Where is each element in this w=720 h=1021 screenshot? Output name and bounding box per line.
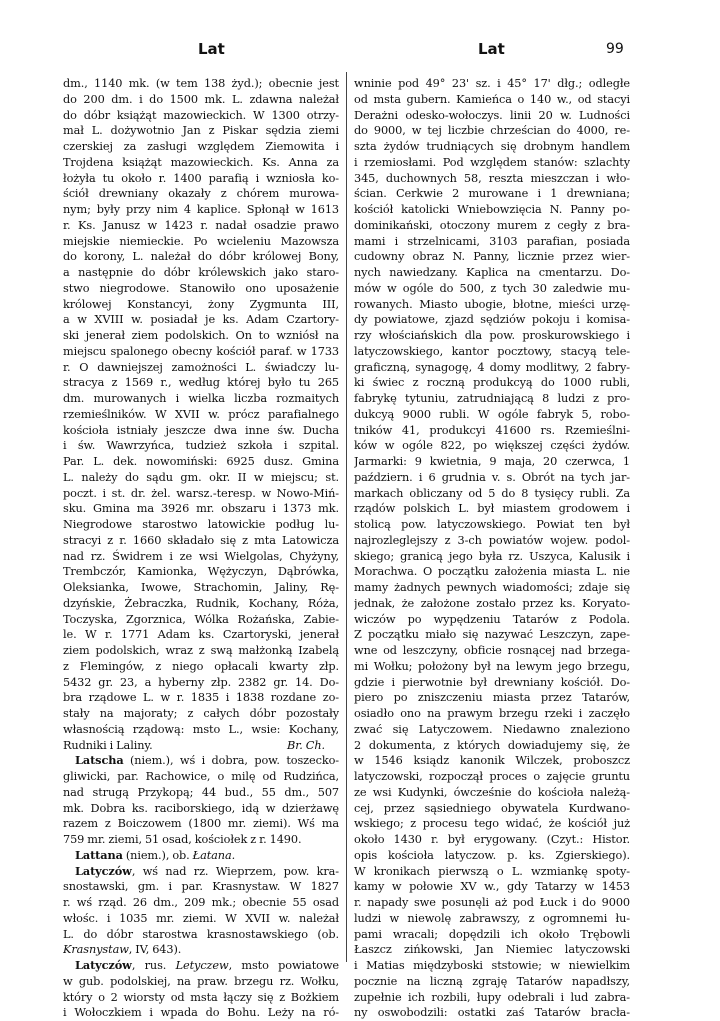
body-line: dominikański, otoczony murem z cegły z bra- (354, 218, 630, 232)
body-line: ki świec z roczną produkcyą do 1000 rubli, (354, 376, 630, 390)
body-line: ski jenerał ziem podolskich. On to wzniósł na (63, 329, 339, 342)
body-line: pami wracali; dopędzili ich około Trębowli (354, 927, 630, 941)
body-line: dukcyą 9000 rubli. W ogóle fabryk 5, robo- (354, 407, 630, 421)
entry-line: mk. Dobra ks. raciborskiego, idą w dzierżawę (63, 801, 339, 815)
entry-line: w gub. podolskiej, na praw. brzegu rz. Wołku, (63, 974, 339, 988)
author-signature: Br. Ch. (287, 738, 325, 752)
body-line: piero po zniszczeniu miasta przez Tatarów, (354, 691, 630, 705)
body-line: stwo niegrodowe. Stanowiło ono uposażenie (63, 281, 339, 295)
body-line: rowanych. Miasto ubogie, błotne, mieści urzę- (354, 297, 630, 311)
entry-line: Latyczów, rus. Letyczew, msto powiatowe (75, 958, 339, 972)
body-line: październ. i 6 grudnia v. s. Obrót na tych jar- (354, 470, 630, 484)
body-line: Łaszcz zińkowski, Jan Niemiec latyczowski (354, 943, 630, 957)
body-line: latyczowskiego, kantor pocztowy, stacyą tele- (354, 344, 630, 358)
cross-reference: Krasnystaw (63, 943, 129, 957)
body-line: w 1546 ksiądz kanonik Wilczek, proboszcz (354, 754, 630, 768)
body-line: miejskie niemieckie. Po wcieleniu Mazowsza (63, 234, 339, 248)
body-line: najrozleglejszy z 3-ch powiatów wojew. podol- (354, 533, 630, 547)
body-line: tników 41, produkcyi 41600 rs. Rzemieślni- (354, 423, 630, 437)
body-line: r. napady swe posunęli aż pod Łuck i do 9000 (354, 896, 630, 909)
body-line: wninie pod 49° 23' sz. i 45° 17' dłg.; odległe (354, 77, 630, 90)
entry-line: L. do dóbr starostwa krasnostawskiego (ob. (63, 927, 339, 941)
entry-line: i Wołoczkiem i wpada do Bohu. Leży na ró- (63, 1006, 339, 1020)
body-line: wiczów po wypędzeniu Tatarów z Podola. (354, 612, 630, 626)
entry-line: Krasnystaw, IV, 643). (63, 943, 182, 957)
body-line: dzyńskie, Żebraczka, Rudnik, Kochany, Róża, (63, 596, 339, 610)
body-line: własnością rządową: msto L., wsie: Kochany, (63, 722, 339, 736)
body-line: rzy włościańskich dla pow. proskurowskiego i (354, 329, 630, 342)
body-line: fabrykę tytuniu, zatrudniającą 8 ludzi z pro- (354, 392, 630, 405)
body-line: z Flemingów, z niego opłacali kwarty złp. (63, 659, 339, 673)
body-line: mamy żadnych pewnych wiadomości; zdaje się (354, 581, 630, 594)
body-line: Trembczór, Kamionka, Wężyczyn, Dąbrówka, (63, 565, 339, 579)
body-line: bra rządowe L. w r. 1835 i 1838 rozdane zo- (63, 691, 339, 705)
body-line: królowej Konstancyi, żony Zygmunta III, (63, 297, 339, 311)
body-line: Par. L. dek. nowomiński: 6925 dusz. Gmina (63, 455, 339, 468)
body-line: ków w ogóle 822, po większej części żydów. (354, 439, 630, 453)
body-line: pocznie na liczną zgraję Tatarów napadłszy, (354, 974, 630, 988)
body-line: od msta gubern. Kamieńca o 140 w., od stacyi (354, 92, 630, 106)
body-line: skiego; granicą jego była rz. Uszyca, Kalusik i (354, 549, 630, 563)
body-line: jednak, że założone zostało przez ks. Koryato- (354, 596, 630, 610)
body-line: cej, przez sąsiedniego obywatela Kurdwano- (354, 801, 630, 815)
entry-line: 759 mr. ziemi, 51 osad, kościołek z r. 1490. (63, 833, 302, 846)
right-column (354, 76, 630, 1021)
body-line: czerskiej za zasługi względem Ziemowita i (63, 140, 339, 153)
body-line: nym; były przy nim 4 kaplice. Spłonął w 1613 (63, 203, 339, 216)
body-line: wskiego; z procesu tego widać, że kościół już (354, 817, 630, 831)
body-line: L. należy do sądu gm. okr. II w miejscu; st. (63, 470, 339, 484)
page-number: 99 (606, 41, 624, 57)
body-line: ziem podolskich, wraz z swą małżonką Izabelą (63, 644, 339, 657)
body-line: Z początku miało się nazywać Leszczyn, zape- (354, 628, 630, 642)
entry-line: snostawski, gm. i par. Krasnystaw. W 1827 (63, 880, 339, 894)
body-line: a następnie do dóbr królewskich jako staro- (63, 266, 339, 279)
entry-headword: Latscha (75, 753, 124, 768)
body-line: ze wsi Kudynki, ówcześnie do kościoła należą- (354, 785, 630, 799)
body-line: Toczyska, Zgorznica, Wólka Rożańska, Zabie- (63, 612, 339, 626)
entry-headword: Latyczów (75, 958, 132, 972)
body-line: dy powiatowe, zjazd sędziów pokoju i komisa- (354, 313, 630, 327)
entry-line: nad strugą Przykopą; 44 bud., 55 dm., 507 (63, 785, 339, 799)
body-line: zupełnie ich rozbili, łupy odebrali i lud zabra- (354, 990, 630, 1004)
body-line: miejscu spalonego obecny kościół paraf. w 1733 (63, 344, 339, 358)
body-line: rządów polskich L. był miastem grodowem i (354, 502, 630, 516)
left-column (63, 76, 339, 1021)
body-line: wne od leszczyny, obficie rosnącej nad brzega- (354, 644, 630, 657)
body-line: 345, duchownych 58, reszta mieszczan i wło- (354, 171, 630, 185)
body-line: gdzie i pierwotnie był drewniany kościół. Do- (354, 675, 630, 689)
body-line: Morachwa. O początku założenia miasta L. nie (354, 565, 630, 579)
running-head-left: Lat (198, 40, 225, 58)
body-line: 5432 gr. 23, a hyberny złp. 2382 gr. 14. Do- (63, 675, 339, 689)
body-line: i rzemiosłami. Pod względem stanów: szlachty (354, 155, 630, 169)
russian-name: Letyczew (175, 959, 229, 972)
body-line: osiadło ono na prawym brzegu rzeki i zaczęło (354, 707, 630, 720)
column-divider (346, 72, 347, 962)
entry-line: Latyczów, wś nad rz. Wieprzem, pow. kra- (75, 863, 339, 878)
body-line: do dóbr książąt mazowieckich. W 1300 otrzy- (63, 108, 339, 122)
body-line: około 1430 r. był erygowany. (Czyt.: Histor. (354, 833, 630, 846)
entry-line: gliwicki, par. Rachowice, o milę od Rudzińca, (63, 770, 339, 783)
body-line: mów w ogóle do 500, z tych 30 zaledwie mu- (354, 281, 630, 295)
body-line: mał L. dożywotnio Jan z Piskar sędzia ziemi (63, 124, 339, 138)
body-line: Oleksianka, Iwowe, Strachomin, Jaliny, Rę- (63, 581, 339, 594)
body-line: mi Wołku; położony był na lewym jego brzegu, (354, 659, 630, 673)
body-line: stracyi z r. 1660 składało się z mta Latowicza (63, 533, 339, 547)
entry-line: Latscha (niem.), wś i dobra, pow. toszecko- (75, 753, 339, 768)
running-head-right: Lat (478, 40, 505, 58)
body-line: sku. Gmina ma 3926 mr. obszaru i 1373 mk. (63, 502, 339, 516)
body-line: do 9000, w tej liczbie chrześcian do 4000, re- (354, 124, 630, 138)
body-line: ny oswobodzili: ostatki zaś Tatarów bracła- (354, 1006, 630, 1020)
body-line: dm., 1140 mk. (w tem 138 żyd.); obecnie jest (63, 77, 339, 90)
body-line: rzemieślników. W XVII w. prócz parafialnego (63, 407, 339, 421)
body-line: kościół katolicki Wniebowzięcia N. Panny po- (354, 203, 630, 216)
body-line: W kronikach pierwszą o L. wzmiankę spoty- (354, 864, 630, 878)
body-line: nad rz. Świdrem i ze wsi Wielgolas, Chyżyny, (63, 549, 339, 563)
body-line: cudowny obraz N. Panny, licznie przez wier- (354, 250, 630, 264)
body-line: stolicą pow. latyczowskiego. Powiat ten był (354, 518, 630, 531)
body-line: Rudniki i Laliny. Br. Ch. (63, 738, 339, 754)
body-line: Jarmarki: 9 kwietnia, 9 maja, 20 czerwca, 1 (354, 455, 630, 468)
body-line: kościoła istniały jeszcze dwa inne św. Ducha (63, 423, 339, 437)
body-line: łożyła tu około r. 1400 parafią i wzniosła ko- (63, 171, 339, 185)
entry-line: włośc. i 1035 mr. ziemi. W XVII w. należał (63, 911, 339, 925)
entry-headword: Latyczów (75, 863, 132, 878)
body-line: 2 dokumenta, z których dowiadujemy się, że (354, 738, 630, 752)
body-line: ściół drewniany okazały z chórem murowa- (63, 187, 339, 201)
body-line: mami i strzelnicami, 3103 parafian, posiada (354, 234, 630, 248)
body-line: r. O dawniejszej zamożności L. świadczy lu- (63, 360, 339, 374)
body-line: poczt. i st. dr. żel. warsz.-teresp. w Nowo-Miń- (63, 486, 339, 500)
body-line: opis kościoła latyczow. p. ks. Zgierskiego). (354, 848, 630, 862)
body-line: szta żydów trudniących się drobnym handlem (354, 140, 630, 153)
body-line: do korony, L. należał do dóbr królowej Bony, (63, 250, 339, 264)
body-line: latyczowski, rozpoczął proces o zajęcie gruntu (354, 770, 630, 783)
body-line: Trojdena książąt mazowieckich. Ks. Anna za (63, 155, 339, 169)
body-line: stracya z 1569 r., według której było tu 265 (63, 376, 339, 390)
entry-line: który o 2 wiorsty od msta łączy się z Bożkiem (63, 990, 339, 1004)
body-line: ścian. Cerkwie 2 murowane i 1 drewniana; (354, 187, 630, 201)
body-line: ludzi w niewolę zabrawszy, z ogromnemi łu- (354, 911, 630, 925)
body-line: zwać się Latyczowem. Niedawno znaleziono (354, 722, 630, 736)
body-line: i Matias międzyboski ststowie; w niewielkim (354, 959, 630, 972)
entry-line: Lattana (niem.), ob. Łatana. (75, 847, 236, 862)
body-line: nych nawiedzany. Kaplica na cmentarzu. Do- (354, 266, 630, 279)
body-line: stały na majoraty; z całych dóbr pozostały (63, 707, 339, 720)
body-line: Derażni odesko-wołoczys. linii 20 w. Ludności (354, 108, 630, 122)
body-line: do 200 dm. i do 1500 mk. L. zdawna należał (63, 92, 339, 106)
entry-headword: Lattana (75, 847, 123, 862)
body-line: kamy w połowie XV w., gdy Tatarzy w 1453 (354, 880, 630, 894)
body-line: a w XVIII w. posiadał je ks. Adam Czartory- (63, 313, 339, 327)
body-line: r. Ks. Janusz w 1423 r. nadał osadzie prawo (63, 218, 339, 232)
body-line: le. W r. 1771 Adam ks. Czartoryski, jenerał (63, 628, 339, 642)
body-line: dm. murowanych i wielka liczba rozmaitych (63, 392, 339, 405)
entry-line: r. wś rząd. 26 dm., 209 mk.; obecnie 55 osad (63, 896, 339, 909)
body-line: graficzną, synagogę, 4 domy modlitwy, 2 fabry- (354, 360, 630, 374)
body-line: i św. Wawrzyńca, tudzież szkoła i szpital. (63, 439, 339, 453)
entry-line: razem z Boiczowem (1800 mr. ziemi). Wś ma (63, 817, 339, 831)
cross-reference: Łatana. (192, 848, 236, 862)
body-line: markach obliczany od 5 do 8 tysięcy rubli. Za (354, 486, 630, 500)
body-line: Niegrodowe starostwo latowickie podług lu- (63, 518, 339, 531)
